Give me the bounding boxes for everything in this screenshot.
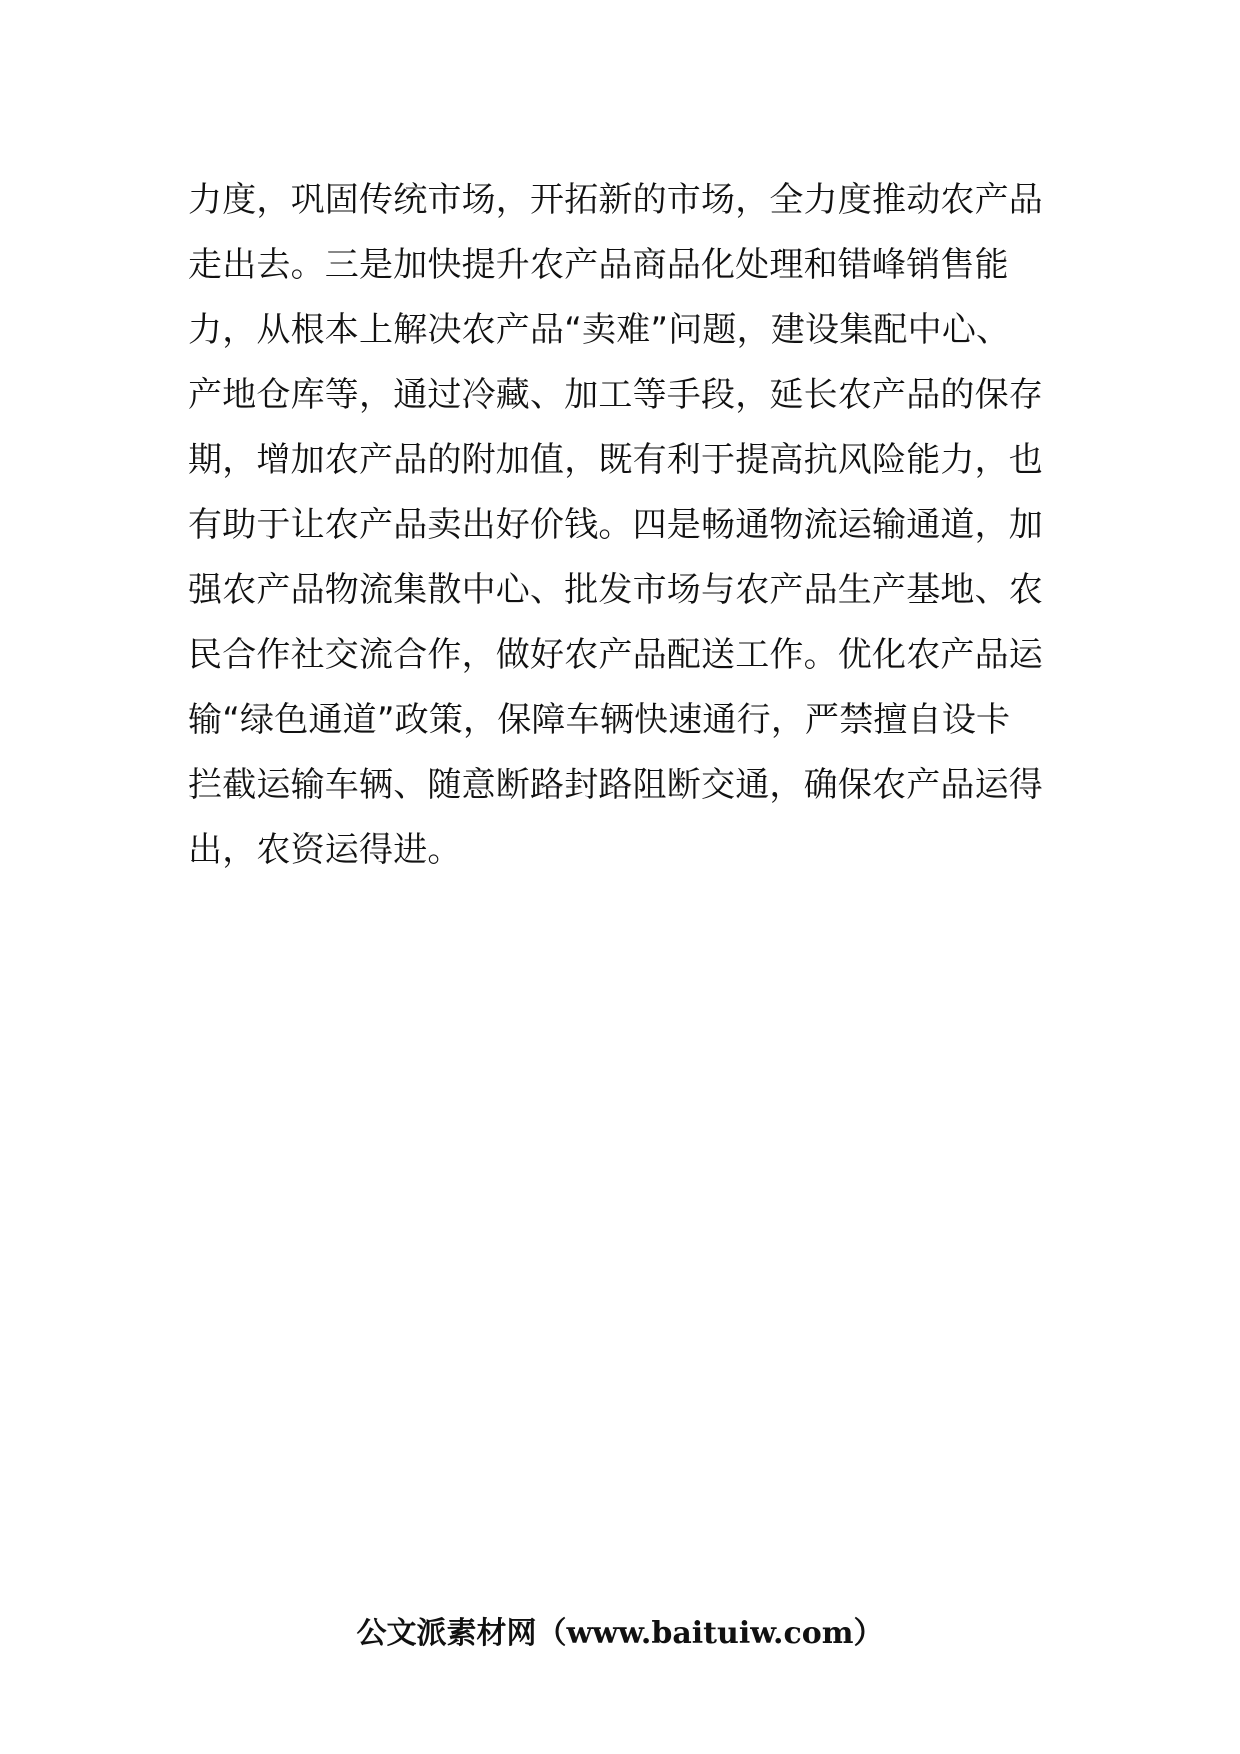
text-line: 力，从根本上解决农产品“卖难”问题，建设集配中心、 <box>188 310 1011 350</box>
text-line: 输“绿色通道”政策，保障车辆快速通行，严禁擅自设卡 <box>188 700 1011 740</box>
text-line: 民合作社交流合作，做好农产品配送工作。优化农产品运 <box>188 635 1043 675</box>
body-paragraph <box>188 168 1058 883</box>
text-line: 有助于让农产品卖出好价钱。四是畅通物流运输通道，加 <box>188 505 1043 545</box>
text-line: 走出去。三是加快提升农产品商品化处理和错峰销售能 <box>188 245 1009 285</box>
text-line: 出，农资运得进。 <box>188 830 462 870</box>
text-line: 力度，巩固传统市场，开拓新的市场，全力度推动农产品 <box>188 180 1043 220</box>
text-line: 产地仓库等，通过冷藏、加工等手段，延长农产品的保存 <box>188 375 1043 415</box>
text-line: 强农产品物流集散中心、批发市场与农产品生产基地、农 <box>188 570 1043 610</box>
text-line: 拦截运输车辆、随意断路封路阻断交通，确保农产品运得 <box>188 765 1043 805</box>
text-line: 期，增加农产品的附加值，既有利于提高抗风险能力，也 <box>188 440 1043 480</box>
footer-source-text: 公文派素材网（www.baituiw.com） <box>356 1616 884 1651</box>
